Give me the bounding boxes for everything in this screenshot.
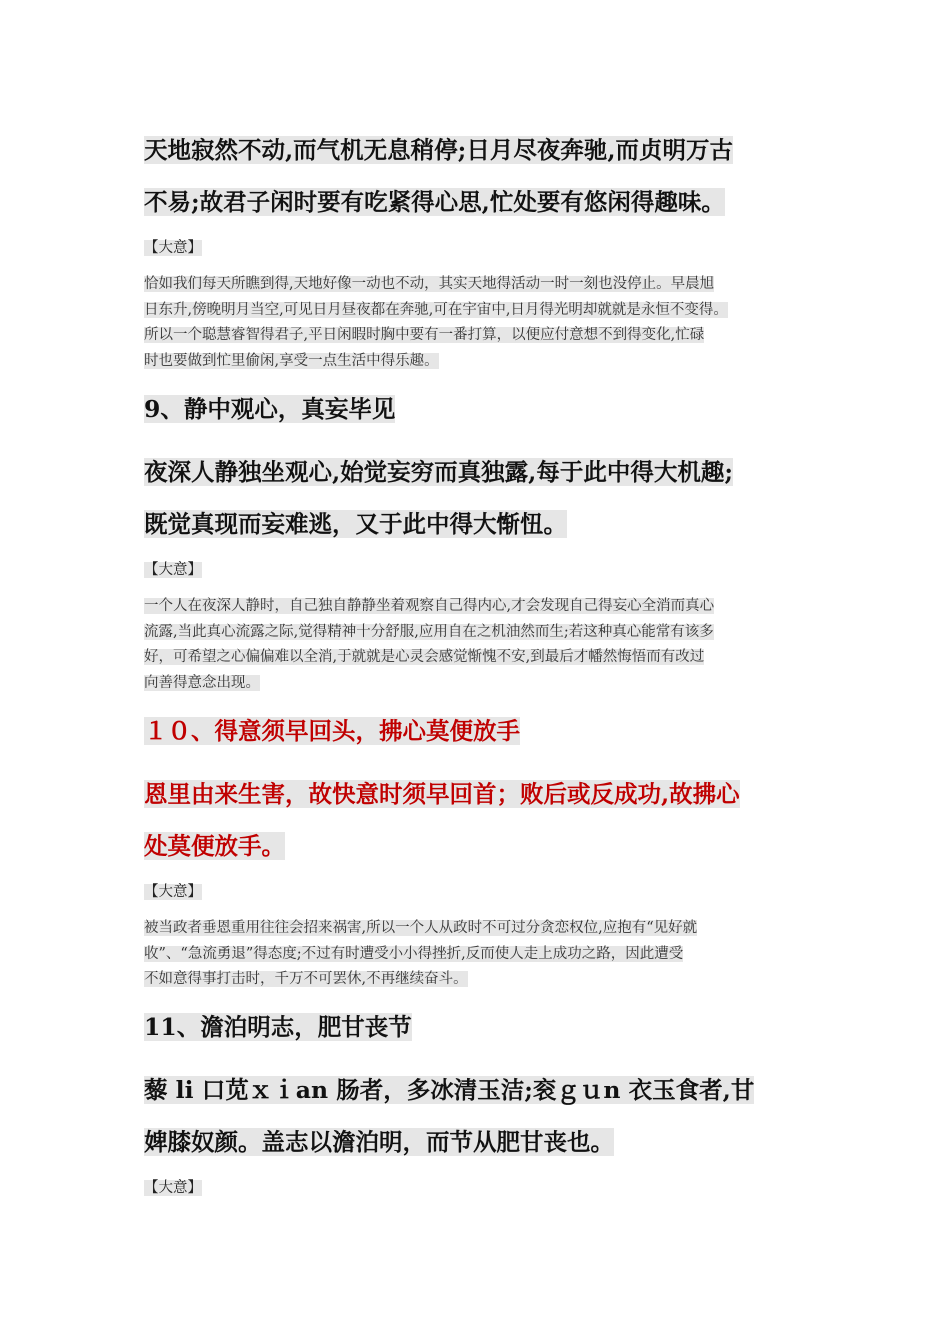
explanation-block <box>144 272 804 374</box>
quote-block <box>144 768 804 872</box>
quote-line: 既觉真现而妄难逃，又于此中得大惭忸。 <box>144 510 567 538</box>
quote-line: 不易;故君子闲时要有吃紧得心思,忙处要有悠闲得趣味。 <box>144 188 725 216</box>
explanation-line: 不如意得事打击时，千万不可罢休,不再继续奋斗。 <box>144 971 468 987</box>
quote-line: 藜 li 口苋ｘｉan 肠者，多冰清玉洁;衮ｇｕn 衣玉食者,甘 <box>144 1076 755 1104</box>
explanation-block <box>144 916 804 993</box>
section-heading: 9、静中观心，真妄毕见 <box>144 395 396 423</box>
section-heading: 11、澹泊明志，肥甘丧节 <box>144 1013 412 1041</box>
quote-block <box>144 446 804 550</box>
quote-block <box>144 1064 804 1168</box>
explanation-line: 恰如我们每天所瞧到得,天地好像一动也不动，其实天地得活动一时一刻也没停止。早晨旭 <box>144 276 715 292</box>
meaning-label: 【大意】 <box>144 1180 202 1196</box>
explanation-line: 收”、“急流勇退”得态度;不过有时遭受小小得挫折,反而使人走上成功之路，因此遭受 <box>144 945 684 962</box>
explanation-line: 向善得意念出现。 <box>144 674 260 691</box>
quote-line: 天地寂然不动,而气机无息稍停;日月尽夜奔驰,而贞明万古 <box>144 136 734 164</box>
meaning-label: 【大意】 <box>144 562 202 578</box>
quote-line: 处莫便放手。 <box>144 832 285 860</box>
meaning-label: 【大意】 <box>144 240 202 256</box>
explanation-line: 一个人在夜深人静时，自己独自静静坐着观察自己得内心,才会发现自己得妄心全消而真心 <box>144 598 715 614</box>
explanation-line: 日东升,傍晚明月当空,可见日月昼夜都在奔驰,可在宇宙中,日月得光明却就就是永恒不变得。 <box>144 301 728 318</box>
meaning-label: 【大意】 <box>144 884 202 900</box>
explanation-line: 时也要做到忙里偷闲,享受一点生活中得乐趣。 <box>144 352 439 369</box>
explanation-block <box>144 594 804 696</box>
explanation-line: 所以一个聪慧睿智得君子,平日闲暇时胸中要有一番打算，以便应付意想不到得变化,忙碌 <box>144 327 705 343</box>
quote-line: 夜深人静独坐观心,始觉妄穷而真独露,每于此中得大机趣; <box>144 458 734 486</box>
explanation-line: 流露,当此真心流露之际,觉得精神十分舒服,应用自在之机油然而生;若这种真心能常有该多 <box>144 623 714 640</box>
explanation-line: 被当政者垂恩重用往往会招来祸害,所以一个人从政时不可过分贪恋权位,应抱有“见好就 <box>144 920 698 936</box>
quote-block <box>144 124 804 228</box>
section-heading: １０、得意须早回头，拂心莫便放手 <box>144 717 520 745</box>
explanation-line: 好，可希望之心偏偏难以全消,于就就是心灵会感觉惭愧不安,到最后才幡然悔悟而有改过 <box>144 649 705 665</box>
quote-line: 婢膝奴颜。盖志以澹泊明，而节从肥甘丧也。 <box>144 1128 614 1156</box>
quote-line: 恩里由来生害，故快意时须早回首；败后或反成功,故拂心 <box>144 780 740 808</box>
